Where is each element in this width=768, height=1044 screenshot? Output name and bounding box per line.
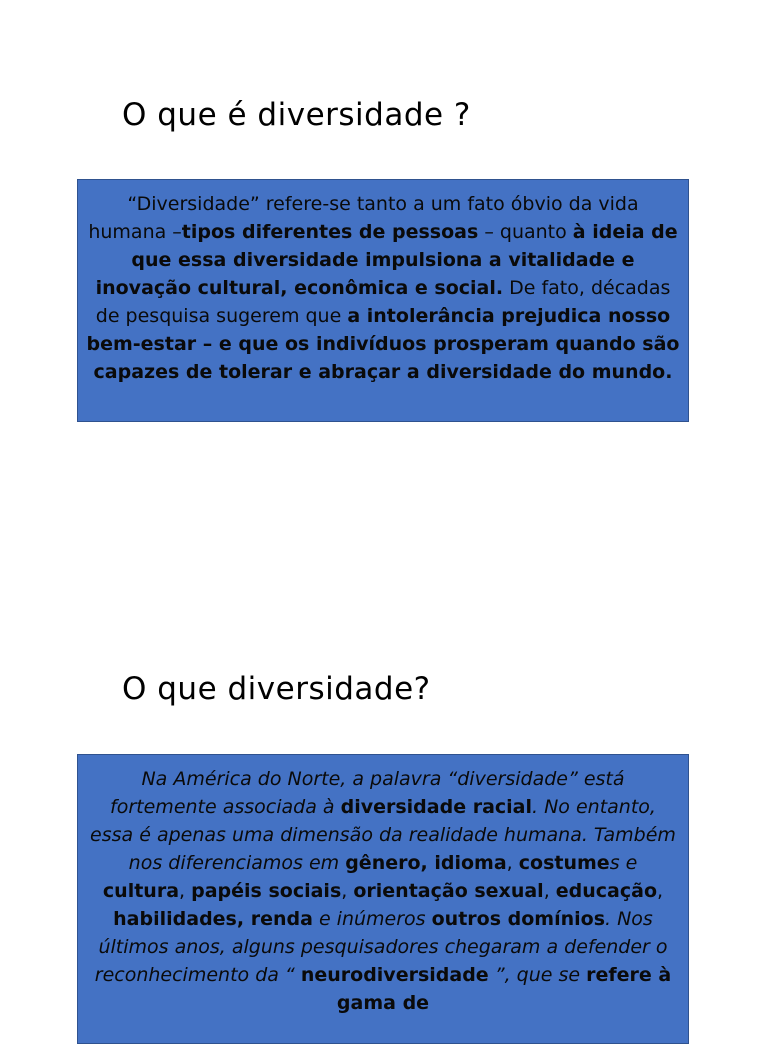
text-segment: De fato, décadas de pesquisa sugerem que [95,277,671,327]
text-segment: , [506,852,519,874]
text-segment: , [657,880,664,902]
text-segment: Na América do Norte, a palavra “diversidade” está fortemente associada à [110,768,625,818]
text-segment-bold: educação [555,880,658,902]
text-segment-bold: outros domínios [431,908,605,930]
text-segment-bold: refere à gama de [336,964,672,1014]
text-segment-bold: a intolerância prejudica nosso bem-estar – e que os indivíduos prosperam quando são capazes de tolerar e abraçar a diversidade do mundo. [86,305,680,383]
text-segment: – quanto [478,221,573,243]
text-segment-bold: diversidade racial [340,796,532,818]
text-segment: , [543,880,556,902]
text-segment: . No entanto, essa é apenas uma dimensão da realidade humana. Também nos diferenciamos em [90,796,676,874]
text-segment: ”, que se [488,964,587,986]
text-segment: . Nos últimos anos, alguns pesquisadores chegaram a defender o reconhecimento da “ [94,908,668,986]
slide-1-text-box [77,179,689,422]
slide-1-title: O que é diversidade ? [122,97,471,133]
text-segment-bold: habilidades, renda [113,908,313,930]
text-segment: , [179,880,192,902]
slide-2-title: O que diversidade? [122,671,431,707]
text-segment-bold: orientação sexual [353,880,544,902]
text-segment: e inúmeros [312,908,432,930]
text-segment-bold: tipos diferentes de pessoas [181,221,479,243]
text-segment-bold: cultura [102,880,180,902]
text-segment-bold: costume [518,852,610,874]
text-segment-bold: neurodiversidade [300,964,489,986]
text-segment-bold: à ideia de que essa diversidade impulsiona a vitalidade e inovação cultural, econômica e social. [95,221,678,299]
slide-2-text-box [77,754,689,1044]
text-segment: “Diversidade” refere-se tanto a um fato óbvio da vida humana – [88,193,639,243]
text-segment-bold: papéis sociais [191,880,342,902]
text-segment: s e [609,852,638,874]
text-segment: , [341,880,354,902]
text-segment-bold: gênero, idioma [345,852,507,874]
